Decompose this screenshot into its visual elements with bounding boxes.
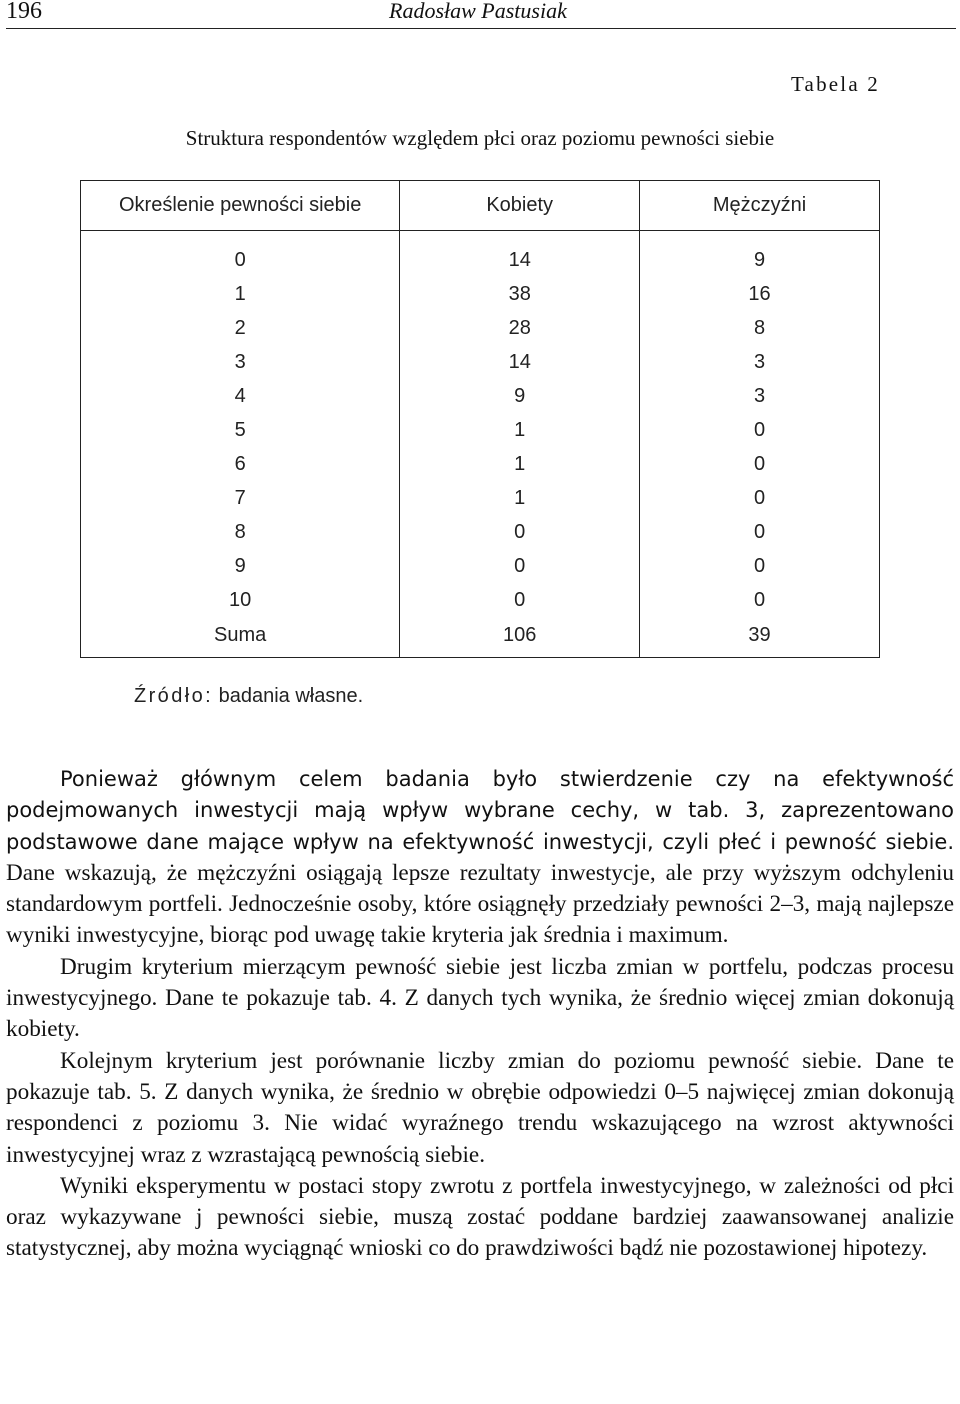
cell-men: 0 (640, 413, 880, 447)
cell-women: 106 (400, 617, 640, 658)
cell-men: 3 (640, 345, 880, 379)
page-number: 196 (6, 0, 42, 24)
paragraph-3: Kolejnym kryterium jest porównanie liczby zmian do poziomu pewność siebie. Dane te pokazuje tab. 5. Z danych wynika, że średnio w obrębie odpowiedzi 0–5 najwięcej zmian dokonują respondenci z poziomu 3. Nie widać wyraźnego trendu wskazującego na wzrost aktywności inwestycyjnej wraz z wzrastającą pewnością siebie. (6, 1047, 954, 1168)
cell-women: 1 (400, 413, 640, 447)
source-note (134, 685, 363, 708)
table-row (81, 345, 880, 379)
cell-women: 0 (400, 549, 640, 583)
cell-women: 14 (400, 345, 640, 379)
cell-men: 0 (640, 481, 880, 515)
running-author: Radosław Pastusiak (389, 0, 567, 23)
cell-confidence-level: 6 (81, 447, 400, 481)
table-row (81, 617, 880, 658)
running-head (6, 0, 956, 29)
table-row (81, 311, 880, 345)
column-header-women: Kobiety (400, 181, 640, 231)
source-label: Źródło: (134, 685, 214, 707)
table-row (81, 379, 880, 413)
cell-men: 0 (640, 447, 880, 481)
cell-confidence-level: Suma (81, 617, 400, 658)
cell-confidence-level: 10 (81, 583, 400, 617)
cell-women: 0 (400, 515, 640, 549)
cell-men: 0 (640, 583, 880, 617)
cell-confidence-level: 9 (81, 549, 400, 583)
table-row (81, 549, 880, 583)
cell-men: 9 (640, 231, 880, 278)
cell-women: 28 (400, 311, 640, 345)
cell-women: 1 (400, 447, 640, 481)
cell-confidence-level: 7 (81, 481, 400, 515)
body-text (6, 764, 954, 1265)
table-row (81, 515, 880, 549)
cell-women: 38 (400, 277, 640, 311)
cell-women: 0 (400, 583, 640, 617)
cell-men: 8 (640, 311, 880, 345)
cell-confidence-level: 3 (81, 345, 400, 379)
paragraph-2: Drugim kryterium mierzącym pewność siebie jest liczba zmian w portfelu, podczas procesu inwestycyjnego. Dane te pokazuje tab. 4. Z danych tych wynika, że średnio więcej zmian dokonują kobiety. (6, 953, 954, 1043)
cell-confidence-level: 2 (81, 311, 400, 345)
column-header-confidence: Określenie pewności siebie (81, 181, 400, 231)
cell-men: 16 (640, 277, 880, 311)
paragraph-1-sans: Ponieważ głównym celem badania było stwierdzenie czy na efektywność podejmowanych inwestycji mają wpływ wybrane cechy, w tab. 3, zaprezentowano podstawowe dane mające wpływ na efektywność inwestycji, czyli płeć i pewność siebie. (6, 767, 954, 854)
cell-women: 14 (400, 231, 640, 278)
cell-women: 9 (400, 379, 640, 413)
table-row (81, 481, 880, 515)
table-row (81, 277, 880, 311)
table-label: Tabela 2 (790, 72, 880, 96)
table-row (81, 413, 880, 447)
table-header-row (81, 181, 880, 231)
cell-men: 3 (640, 379, 880, 413)
paragraph-1 (6, 764, 954, 952)
table-caption: Struktura respondentów względem płci oraz poziomu pewności siebie (185, 126, 775, 150)
cell-confidence-level: 5 (81, 413, 400, 447)
table-body (81, 231, 880, 658)
cell-confidence-level: 0 (81, 231, 400, 278)
paragraph-1-serif: Dane wskazują, że mężczyźni osiągają lepsze rezultaty inwestycje, ale przy wyższym odchyleniu standardowym portfeli. Jednocześnie osoby, które osiągnęły przedziały pewności 2–3, mają najlepsze wyniki inwestycyjne, biorąc pod uwagę takie kryteria jak średnia i maximum. (6, 859, 954, 949)
cell-men: 0 (640, 549, 880, 583)
cell-confidence-level: 8 (81, 515, 400, 549)
cell-confidence-level: 4 (81, 379, 400, 413)
column-header-men: Mężczyźni (640, 181, 880, 231)
source-text: badania własne. (218, 685, 364, 707)
cell-confidence-level: 1 (81, 277, 400, 311)
cell-men: 0 (640, 515, 880, 549)
cell-men: 39 (640, 617, 880, 658)
data-table (80, 180, 880, 658)
table-row (81, 583, 880, 617)
table-row (81, 231, 880, 278)
paragraph-4: Wyniki eksperymentu w postaci stopy zwrotu z portfela inwestycyjnego, w zależności od płci oraz wykazywane j pewności siebie, muszą zostać poddane bardziej zaawansowanej analizie statystycznej, aby można wyciągnąć wnioski co do prawdziwości bądź nie pozostawionej hipotezy. (6, 1172, 954, 1262)
table-row (81, 447, 880, 481)
cell-women: 1 (400, 481, 640, 515)
